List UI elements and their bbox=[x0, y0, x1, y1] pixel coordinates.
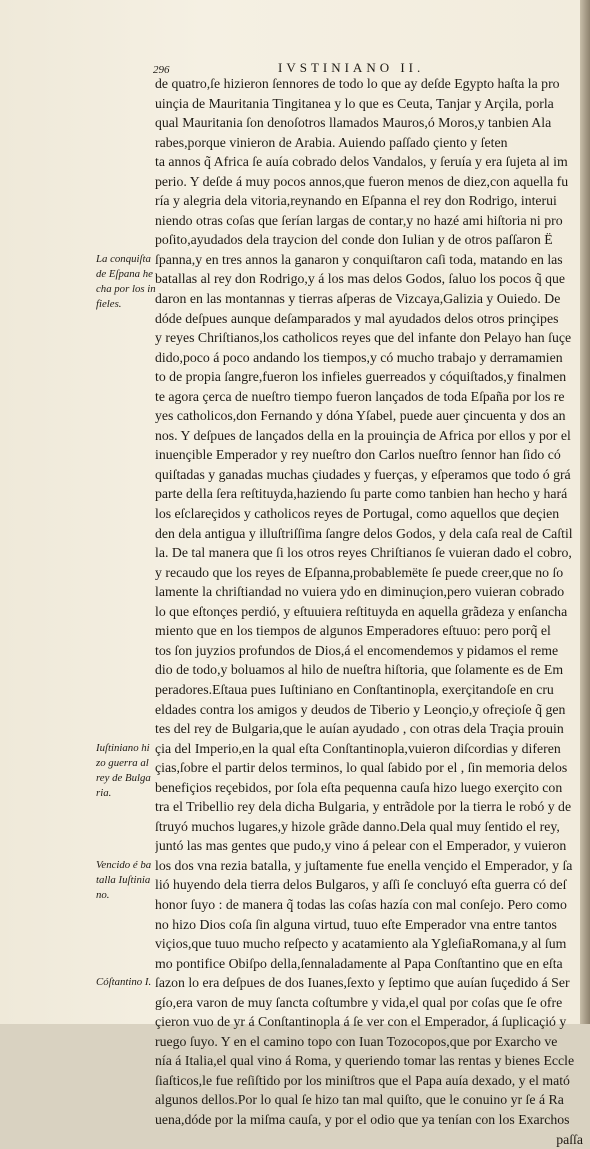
margin-note-line: no. bbox=[96, 889, 110, 901]
text-line: tes del rey de Bulgaria,que le auían ayudado , con otras dela Traçia prouin bbox=[155, 721, 564, 737]
text-line: de quatro,ſe hizieron ſennores de todo lo que ay deſde Egypto haſta la pro bbox=[155, 76, 560, 91]
text-line: tra el Tribellio rey dela dicha Bulgaria, y entrãdole por la tierra le robó y de bbox=[155, 799, 572, 815]
running-title: IVSTINIANO II. bbox=[278, 60, 425, 75]
text-line: ta annos q̃ Africa ſe auía cobrado delos Vandalos, y ſeruía y era ſujeta al im bbox=[155, 154, 568, 170]
text-line: mo pontifice Obiſpo della,ſennaladamente al Papa Conſtantino que en eſta bbox=[155, 955, 563, 971]
text-line: ruego ſuyo. Y en el camino topo con Iuan Tozocopos,que por Exarcho ve bbox=[155, 1033, 558, 1049]
margin-note-line: Iuſtiniano hi bbox=[96, 741, 150, 754]
margin-note bbox=[96, 975, 160, 990]
text-line: paſſa bbox=[556, 1131, 583, 1147]
text-line: nía á Italia,el qual vino á Roma, y queriendo tomar las rentas y bienes Eccle bbox=[155, 1053, 575, 1069]
main-text-block bbox=[155, 74, 583, 1149]
margin-note bbox=[96, 858, 160, 903]
text-line: çieron vuo de yr á Conſtantinopla á ſe ver con el Emperador, á ſuplicaçió y bbox=[155, 1014, 567, 1030]
margin-note-line: Cóſtantino I. bbox=[96, 976, 152, 989]
text-line: dio de todo,y boluamos al hilo de nueſtra hiſtoria, que ſolamente es de Em bbox=[155, 662, 564, 678]
margin-note bbox=[96, 252, 160, 312]
text-line: niendo otras coſas que ſerían largas de contar,y no hazé ami hiſtoria ni pro bbox=[155, 212, 563, 228]
text-line: algunos dellos.Por lo qual ſe hizo tan mal quiſto, que le conuino yr ſe á Ra bbox=[155, 1092, 564, 1108]
text-line: lo que eſtonçes perdió, y eſtuuiera reſtituyda en aquella grãdeza y enſancha bbox=[155, 603, 568, 619]
margin-note-line: talla Iuſtinia bbox=[96, 874, 151, 886]
text-line: uena,dóde por la miſma cauſa, y por el odio que ya tenían con los Exarchos bbox=[155, 1111, 570, 1127]
text-line: lió huyendo dela tierra delos Bulgaros, y aſſi ſe concluyó eſta guerra có deſ bbox=[155, 877, 567, 893]
text-line: yes catholicos,don Fernando y dóna Yſabel, puede auer çincuenta y dos an bbox=[155, 408, 566, 424]
text-line: to de propia ſangre,fueron los infieles guerreados y cóquiſtados,y finalmen bbox=[155, 369, 567, 385]
text-line: la. De tal manera que ſi los otros reyes Chriſtianos ſe vuieran dado el cobro, bbox=[155, 545, 572, 561]
margin-note-line: Vencido é ba bbox=[96, 859, 152, 871]
text-line: ſiaſticos,le fue reſiſtido por los miniſtros que el Papa auía dexado, y el mató bbox=[155, 1072, 570, 1088]
text-line: çias,ſobre el partir delos terminos, lo qual ſabido por el , ſin memoria delos bbox=[155, 760, 568, 776]
text-line: dido,poco á poco andando los tiempos,y có mucho trabajo y derramamien bbox=[155, 349, 563, 365]
text-line: y reyes Chriſtianos,los catholicos reyes que del infante don Pelayo han ſuçe bbox=[155, 330, 572, 346]
text-line: y recaudo que los reyes de Eſpanna,probablemëte ſe puede creer,que no ſo bbox=[155, 564, 564, 580]
page-number: 296 bbox=[153, 64, 170, 76]
margin-note bbox=[96, 741, 160, 801]
text-line: quiſtadas y ganadas muchas çiudades y fuerças, y eſperamos que todo ó grá bbox=[155, 466, 571, 482]
text-line: den dela antigua y illuſtriſſima ſangre delos Godos, y dela caſa real de Caſtil bbox=[155, 525, 573, 541]
text-line: uinçia de Mauritania Tingitanea y lo que es Ceuta, Tanjar y Arçila, porla bbox=[155, 95, 554, 111]
text-line: peradores.Eſtaua pues Iuſtiniano en Conſtantinopla, exerçitandoſe en cru bbox=[155, 681, 554, 697]
text-line: gío,era varon de muy ſancta coſtumbre y vida,el qual por coſas que ſe ofre bbox=[155, 994, 563, 1010]
text-line: los eſclareçidos y catholicos reyes de Portugal, como aquellos que deçien bbox=[155, 506, 560, 522]
text-line: rabes,porque vinieron de Arabia. Auiendo paſſado çiento y ſeten bbox=[155, 134, 508, 150]
text-line: inuençible Emperador y rey nueſtro don Carlos nueſtro ſennor han ſido có bbox=[155, 447, 561, 463]
text-line: viçios,que tuuo mucho reſpecto y acatamiento ala YgleſiaRomana,y al ſum bbox=[155, 936, 567, 952]
text-line: lamente la chriſtiandad no vuiera ydo en diminuçion,pero vuieran cobrado bbox=[155, 584, 565, 600]
text-line: no hizo Dios coſa ſin alguna virtud, tuuo eſte Emperador vna entre tantos bbox=[155, 916, 557, 932]
text-line: batallas al rey don Rodrigo,y á los mas delos Godos, ſaluo los pocos q̃ que bbox=[155, 271, 566, 287]
text-line: ſazon lo era deſpues de dos Iuanes,ſexto y ſeptimo que auían ſuçedido á Ser bbox=[155, 975, 570, 991]
text-line: tos ſon juyzios profundos de Dios,á el encomendemos y pidamos el reme bbox=[155, 642, 559, 658]
margin-note-line: fieles. bbox=[96, 297, 122, 310]
text-line: qual Mauritania ſon denoſotros llamados Mauros,ó Moros,y tanbien Ala bbox=[155, 115, 552, 131]
text-line: nos. Y deſpues de lançados della en la prouinçia de Africa por ellos y por el bbox=[155, 427, 571, 443]
text-line: çia del Imperio,en la qual eſta Conſtantinopla,vuieron diſcordias y diferen bbox=[155, 740, 561, 756]
text-line: dóde deſpues aunque deſamparados y mal ayudados delos otros prinçipes bbox=[155, 310, 559, 326]
text-line: ſpanna,y en tres annos la ganaron y conquiſtaron caſi toda, matando en las bbox=[155, 251, 563, 267]
margin-note-line: de Eſpana he bbox=[96, 267, 153, 280]
text-line: benefiçios reçebidos, por ſola eſta pequenna cauſa hizo luego exerçito con bbox=[155, 779, 563, 795]
text-line: parte della ſera reſtituyda,haziendo ſu parte como tanbien han hecho y hará bbox=[155, 486, 568, 502]
margin-note-line: cha por los in bbox=[96, 282, 156, 295]
margin-note-line: zo guerra al bbox=[96, 756, 149, 769]
text-line: te agora çerca de nueſtro tiempo fueron lançados de toda Eſpaña por los re bbox=[155, 388, 565, 404]
text-line: eldades contra los amigos y deudos de Tiberio y Leonçio,y ofreçioſe q̃ gen bbox=[155, 701, 566, 717]
text-line: miento que en los tiempos de algunos Emperadores eſtuuo: pero porq̃ el bbox=[155, 623, 551, 639]
text-line: daron en las montannas y tierras aſperas de Vizcaya,Galizia y Ouiedo. De bbox=[155, 291, 561, 307]
text-line: ſtruyó muchos lugares,y hizole grãde danno.Dela qual muy ſentido el rey, bbox=[155, 818, 560, 834]
text-line: poſito,ayudados dela traycion del conde don Iulian y de otros paſſaron Ë bbox=[155, 232, 553, 248]
text-line: juntó las mas gentes que pudo,y vino á pelear con el Emperador, y vuieron bbox=[155, 838, 567, 854]
margin-note-line: ria. bbox=[96, 786, 112, 799]
text-line: honor ſuyo : de manera q̃ todas las coſas hazía con mal conſejo. Pero como bbox=[155, 896, 567, 912]
text-line: los dos vna rezia batalla, y juſtamente fue enella vençido el Emperador, y ſa bbox=[155, 857, 573, 873]
margin-note-line: rey de Bulga bbox=[96, 771, 151, 784]
text-line: perio. Y deſde á muy pocos annos,que fueron menos de diez,con aquella fu bbox=[155, 173, 569, 189]
text-line: ría y alegria dela vitoria,reynando en Eſpanna el rey don Rodrigo, interui bbox=[155, 193, 557, 209]
margin-note-line: La conquiſta bbox=[96, 252, 151, 265]
